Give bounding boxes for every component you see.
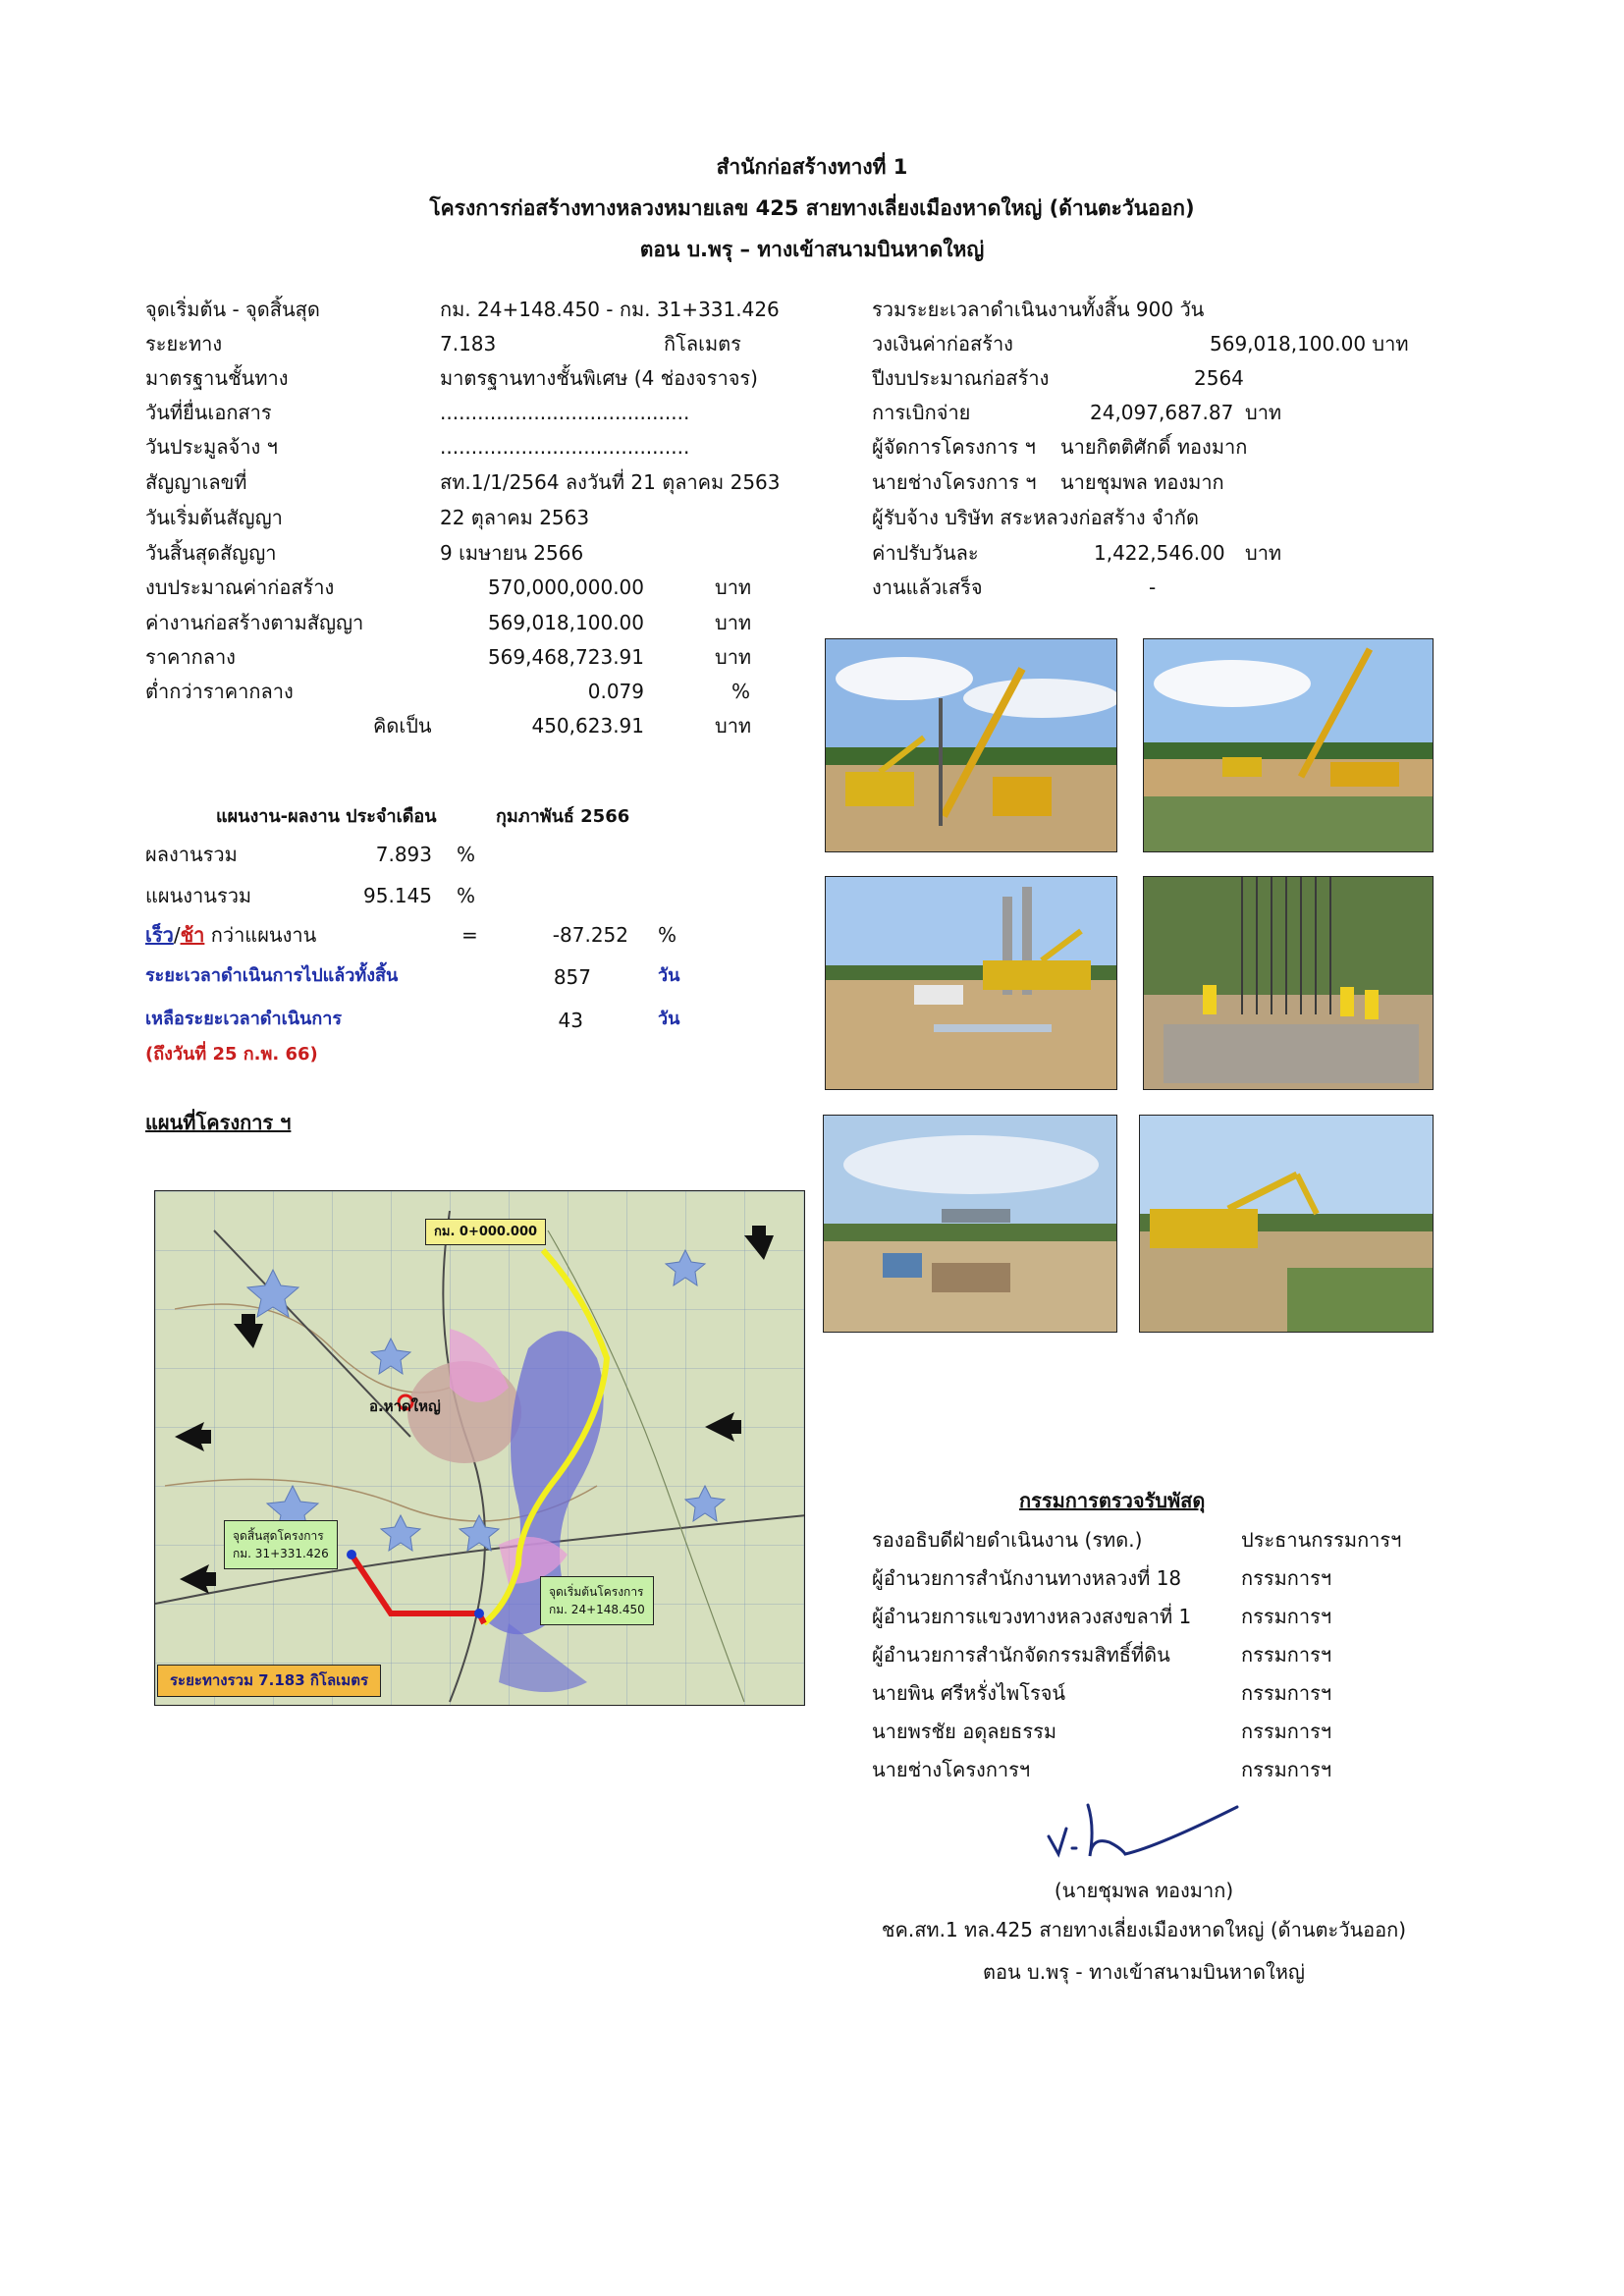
- info-value: สท.1/1/2564 ลงวันที่ 21 ตุลาคม 2563: [440, 470, 781, 494]
- remain-unit: วัน: [658, 1009, 680, 1029]
- remain-value: 43: [558, 1009, 583, 1032]
- committee-role: กรรมการฯ: [1241, 1758, 1332, 1781]
- header-line-3: ตอน บ.พรุ – ทางเข้าสนามบินหาดใหญ่: [639, 238, 985, 261]
- cost-label: ค่างานก่อสร้างตามสัญญา: [145, 611, 364, 634]
- compare-label: กว่าแผนงาน: [204, 923, 317, 947]
- plan-label: แผนงานรวม: [145, 884, 252, 907]
- committee-member: นายช่างโครงการฯ: [872, 1758, 1031, 1781]
- done-value: -: [1149, 575, 1157, 599]
- fy-value: 2564: [1194, 366, 1244, 390]
- committee-member: รองอธิบดีฝ่ายดำเนินงาน (รทด.): [872, 1528, 1143, 1552]
- cost-value: 569,468,723.91: [487, 645, 644, 669]
- start-point-label: จุดเริ่มต้นโครงการ: [549, 1585, 644, 1599]
- committee-member: นายพิน ศรีหรั่งไพโรจน์: [872, 1681, 1066, 1705]
- info-unit: กิโลเมตร: [664, 332, 741, 355]
- km-zero-label: กม. 0+000.000: [425, 1219, 546, 1245]
- cost-unit: บาท: [715, 611, 752, 634]
- cost-unit: บาท: [715, 714, 752, 738]
- engineer-value: นายชุมพล ทองมาก: [1060, 470, 1224, 494]
- info-label: ระยะทาง: [145, 332, 223, 355]
- disburse-value: 24,097,687.87: [1090, 401, 1234, 424]
- committee-member: นายพรชัย อดุลยธรรม: [872, 1720, 1057, 1743]
- fine-unit: บาท: [1245, 541, 1282, 565]
- disburse-unit: บาท: [1245, 401, 1282, 424]
- elapsed-label: ระยะเวลาดำเนินการไปแล้วทั้งสิ้น: [145, 965, 399, 986]
- map-heading: แผนที่โครงการ ฯ: [145, 1111, 292, 1134]
- info-label: วันสิ้นสุดสัญญา: [145, 541, 277, 565]
- site-photo-3: [825, 876, 1117, 1090]
- progress-month: กุมภาพันธ์ 2566: [496, 806, 630, 827]
- fine-label: ค่าปรับวันละ: [872, 541, 979, 565]
- committee-member: ผู้อำนวยการแขวงทางหลวงสงขลาที่ 1: [872, 1605, 1192, 1628]
- committee-member: ผู้อำนวยการสำนักจัดกรรมสิทธิ์ที่ดิน: [872, 1643, 1170, 1667]
- info-label: วันประมูลจ้าง ฯ: [145, 435, 278, 459]
- site-photo-1: [825, 638, 1117, 852]
- committee-heading: กรรมการตรวจรับพัสดุ: [1019, 1489, 1206, 1512]
- done-label: งานแล้วเสร็จ: [872, 575, 983, 599]
- committee-member: ผู้อำนวยการสำนักงานทางหลวงที่ 18: [872, 1566, 1182, 1590]
- info-value: 7.183: [440, 332, 497, 355]
- info-value: กม. 24+148.450 - กม. 31+331.426: [440, 298, 780, 321]
- map-graphic: [155, 1191, 805, 1706]
- site-photo-2: [1143, 638, 1434, 852]
- total-duration: รวมระยะเวลาดำเนินงานทั้งสิ้น 900 วัน: [872, 298, 1205, 321]
- progress-title: แผนงาน-ผลงาน ประจำเดือน: [216, 806, 437, 827]
- committee-role: กรรมการฯ: [1241, 1605, 1332, 1628]
- info-value: 9 เมษายน 2566: [440, 541, 584, 565]
- end-point-km: กม. 31+331.426: [233, 1547, 329, 1560]
- director-label: ผู้จัดการโครงการ ฯ: [872, 435, 1036, 459]
- elapsed-value: 857: [553, 965, 591, 989]
- signer-title-2: ตอน บ.พรุ - ทางเข้าสนามบินหาดใหญ่: [983, 1960, 1305, 1984]
- contractor: ผู้รับจ้าง บริษัท สระหลวงก่อสร้าง จำกัด: [872, 506, 1199, 529]
- project-map: [154, 1190, 805, 1706]
- cost-label: คิดเป็น: [373, 714, 432, 738]
- info-label: มาตรฐานชั้นทาง: [145, 366, 289, 390]
- committee-role: กรรมการฯ: [1241, 1681, 1332, 1705]
- elapsed-unit: วัน: [658, 965, 680, 986]
- as-of-date: (ถึงวันที่ 25 ก.พ. 66): [145, 1044, 318, 1065]
- info-value: ........................................: [440, 401, 690, 424]
- info-value: ........................................: [440, 435, 690, 459]
- engineer-label: นายช่างโครงการ ฯ: [872, 470, 1037, 494]
- equals: =: [461, 923, 478, 947]
- cost-value: 570,000,000.00: [487, 575, 644, 599]
- info-label: วันเริ่มต้นสัญญา: [145, 506, 283, 529]
- fast-label: เร็ว: [145, 923, 174, 947]
- header-line-1: สำนักก่อสร้างทางที่ 1: [716, 155, 908, 179]
- cost-label: ราคากลาง: [145, 645, 236, 669]
- cost-unit: %: [731, 680, 751, 703]
- city-label: อ.หาดใหญ่: [369, 1397, 441, 1415]
- result-pct: %: [457, 843, 476, 866]
- site-photo-4: [1143, 876, 1434, 1090]
- signer-title-1: ชค.สท.1 ทล.425 สายทางเลี่ยงเมืองหาดใหญ่ (ด้านตะวันออก): [881, 1918, 1407, 1941]
- cost-label: งบประมาณค่าก่อสร้าง: [145, 575, 335, 599]
- start-point-km: กม. 24+148.450: [549, 1603, 645, 1616]
- info-label: จุดเริ่มต้น - จุดสิ้นสุด: [145, 298, 320, 321]
- end-point-label: จุดสิ้นสุดโครงการ: [233, 1529, 324, 1543]
- committee-role: กรรมการฯ: [1241, 1566, 1332, 1590]
- total-distance-badge: ระยะทางรวม 7.183 กิโลเมตร: [157, 1665, 381, 1697]
- cost-unit: บาท: [715, 575, 752, 599]
- cost-label: ต่ำกว่าราคากลาง: [145, 680, 294, 703]
- cost-value: 0.079: [587, 680, 644, 703]
- info-label: สัญญาเลขที่: [145, 470, 247, 494]
- info-value: มาตรฐานทางชั้นพิเศษ (4 ช่องจราจร): [440, 366, 758, 390]
- diff-pct: %: [658, 923, 677, 947]
- info-label: วันที่ยื่นเอกสาร: [145, 401, 272, 424]
- fy-label: ปีงบประมาณก่อสร้าง: [872, 366, 1050, 390]
- result-value: 7.893: [375, 843, 432, 866]
- diff-value: -87.252: [552, 923, 628, 947]
- plan-value: 95.145: [363, 884, 432, 907]
- signature-graphic: [1041, 1787, 1247, 1876]
- slash: /: [173, 923, 181, 947]
- remain-label: เหลือระยะเวลาดำเนินการ: [145, 1009, 343, 1029]
- signer-name: (นายชุมพล ทองมาก): [1054, 1879, 1234, 1902]
- cost-value: 569,018,100.00: [487, 611, 644, 634]
- cost-unit: บาท: [715, 645, 752, 669]
- start-point-box: [540, 1576, 654, 1625]
- compare-line: [145, 925, 316, 945]
- cost-value: 450,623.91: [531, 714, 644, 738]
- budget-label: วงเงินค่าก่อสร้าง: [872, 332, 1013, 355]
- slow-label: ช้า: [180, 923, 205, 947]
- site-photo-5: [823, 1115, 1117, 1333]
- budget-value: 569,018,100.00 บาท: [1210, 332, 1409, 355]
- committee-role: กรรมการฯ: [1241, 1720, 1332, 1743]
- end-point-box: [224, 1520, 338, 1569]
- plan-pct: %: [457, 884, 476, 907]
- committee-role: กรรมการฯ: [1241, 1643, 1332, 1667]
- fine-value: 1,422,546.00: [1094, 541, 1225, 565]
- result-label: ผลงานรวม: [145, 843, 238, 866]
- info-value: 22 ตุลาคม 2563: [440, 506, 590, 529]
- committee-role: ประธานกรรมการฯ: [1241, 1528, 1402, 1552]
- site-photo-6: [1139, 1115, 1434, 1333]
- director-value: นายกิตติศักดิ์ ทองมาก: [1060, 435, 1248, 459]
- disburse-label: การเบิกจ่าย: [872, 401, 971, 424]
- header-line-2: โครงการก่อสร้างทางหลวงหมายเลข 425 สายทางเลี่ยงเมืองหาดใหญ่ (ด้านตะวันออก): [429, 196, 1195, 220]
